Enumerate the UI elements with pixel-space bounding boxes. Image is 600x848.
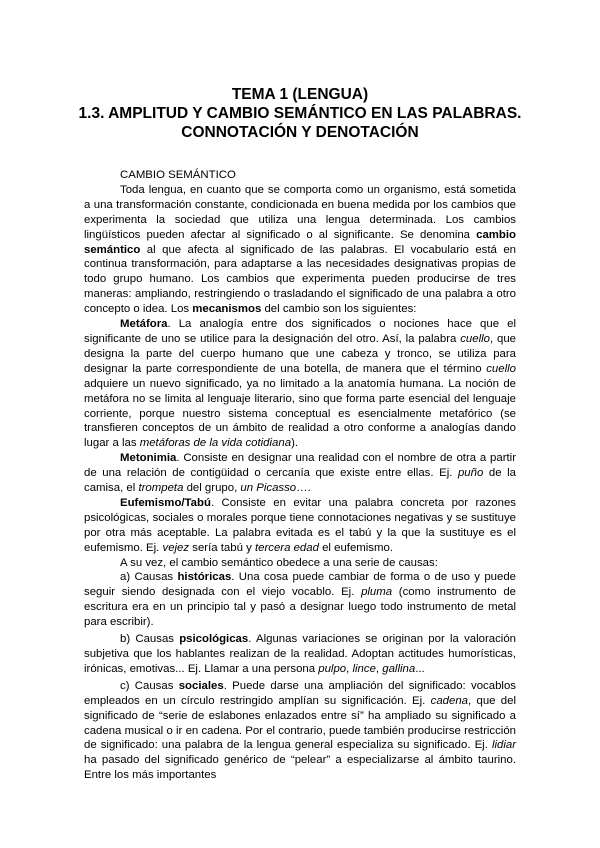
title-block (60, 86, 540, 142)
italic-example: cadena (430, 694, 469, 707)
bold-term: Metáfora (120, 318, 168, 331)
bold-term: sociales (178, 679, 224, 692)
text-run: a) Causas (120, 571, 178, 584)
paragraph-eufemismo (84, 496, 516, 556)
paragraph-causas-sociales (84, 679, 516, 783)
document-subtitle: 1.3. AMPLITUD Y CAMBIO SEMÁNTICO EN LAS PALABRAS. CONNOTACIÓN Y DENOTACIÓN (78, 105, 522, 141)
text-run: , (346, 662, 353, 675)
text-run: …. (296, 482, 311, 495)
text-run: ... (415, 662, 425, 675)
italic-example: gallina (382, 662, 416, 675)
text-run: c) Causas (120, 679, 179, 692)
italic-example: pulpo (318, 662, 347, 675)
italic-example: metáforas de la vida cotidiana (139, 437, 292, 450)
italic-example: vejez (162, 541, 190, 554)
text-run: Toda lengua, en cuanto que se comporta como un organismo, está sometida a una transformación constante, condicionada en buena medida por los cambios que experimenta la sociedad que utiliza una lengua determinada. Los cambios lingüísticos pueden afectar al significado o al significante. Se denomina (84, 183, 516, 241)
bold-term: Metonimia (120, 452, 177, 465)
text-run: ha pasado del significado genérico de “pelear” a especializarse al ámbito taurino. Entre los más importantes (84, 754, 516, 782)
text-run: b) Causas (120, 633, 180, 646)
text-run: , que del significado de “serie de eslabones enlazados entre sí” ha ampliado su significado a cadena musical o ir en cadena. Por el contrario, puede también producirse restricción de significado: una palabra de la lengua general especializa su significado. Ej. (84, 694, 517, 752)
text-run: , (375, 662, 383, 675)
italic-example: tercera edad (254, 541, 319, 554)
text-run: el eufemismo. (318, 541, 393, 554)
paragraph-causas-intro: A su vez, el cambio semántico obedece a una serie de causas: (120, 556, 438, 569)
italic-example: lidiar (491, 739, 516, 752)
text-run: del cambio son los siguientes: (261, 303, 417, 316)
bold-term: psicológicas (179, 633, 249, 646)
italic-example: un Picasso (240, 482, 297, 495)
paragraph-intro (84, 183, 516, 317)
text-run: . Puede darse una ampliación del significado: vocablos empleados en un círculo restringido amplían su significación. Ej. (84, 679, 516, 707)
text-run: del grupo, (183, 482, 241, 495)
document-title: TEMA 1 (LENGUA) (231, 86, 369, 103)
italic-example: trompeta (138, 482, 184, 495)
italic-example: lince (352, 662, 376, 675)
italic-example: pluma (361, 586, 393, 599)
section-heading: CAMBIO SEMÁNTICO (120, 169, 236, 181)
text-run: adquiere un nuevo significado, ya no limitado a la anatomía humana. La noción de metáfora no se limita al lenguaje literario, sino que forma parte esencial del lenguaje corriente, porque nuestro sistema conceptual es esencialmente metafórico (se transfieren conceptos de un ámbito de realidad a otro conforme a analogías dando lugar a las (84, 377, 516, 450)
text-run: de la camisa, el (84, 467, 516, 495)
italic-example: puño (457, 467, 484, 480)
italic-example: cuello (460, 332, 490, 345)
document-body (84, 168, 516, 783)
paragraph-metafora (84, 317, 516, 451)
text-run: (como instrumento de escritura era en un principio tal y pasó a designar luego todo instrumento de metal para escribir). (84, 586, 516, 629)
text-run: . Consiste en designar una realidad con el nombre de otra a partir de una relación de contigüidad o cercanía que existe entre ellas. Ej. (84, 452, 516, 480)
paragraph-metonimia (84, 451, 516, 496)
paragraph-causas-historicas (84, 570, 516, 630)
text-run: al que afecta al significado de las palabras. El vocabulario está en continua transformación, para adaptarse a las necesidades designativas propias de todo grupo humano. Los cambios que experimenta pueden producirse de tres maneras: ampliando, restringiendo o trasladando el significado de una palabra a otro concepto o idea. Los (84, 243, 516, 316)
text-run: . Consiste en evitar una palabra concreta por razones psicológicas, sociales o morales porque tiene connotaciones negativas y se sustituye por otra más aceptable. La palabra evitada es el tabú y la que la sustituye es el eufemismo. Ej. (84, 496, 516, 554)
italic-example: cuello (486, 362, 516, 375)
bold-term: históricas (177, 571, 232, 584)
text-run: ). (291, 437, 299, 450)
text-run: . Una cosa puede cambiar de forma o de uso y puede seguir siendo designada con el viejo vocablo. Ej. (84, 571, 516, 599)
text-run: . La analogía entre dos significados o nociones hace que el significante de uno se utilice para la designación del otro. Así, la palabra (84, 318, 516, 345)
text-run: , que designa la parte del cuerpo humano que une cabeza y tronco, se utiliza para designar la parte correspondiente de una botella, de manera que el término (84, 332, 516, 375)
text-run: . Algunas variaciones se originan por la valoración subjetiva que los hablantes realizan de la realidad. Adoptan actitudes humorísticas, irónicas, emotivas... Ej. Llamar a una persona (84, 633, 516, 675)
bold-term: mecanismos (192, 303, 262, 316)
bold-term: cambio semántico (84, 228, 516, 256)
text-run: sería tabú y (189, 541, 255, 554)
paragraph-causas-psicologicas (84, 632, 516, 677)
bold-term: Eufemismo/Tabú (120, 496, 211, 509)
